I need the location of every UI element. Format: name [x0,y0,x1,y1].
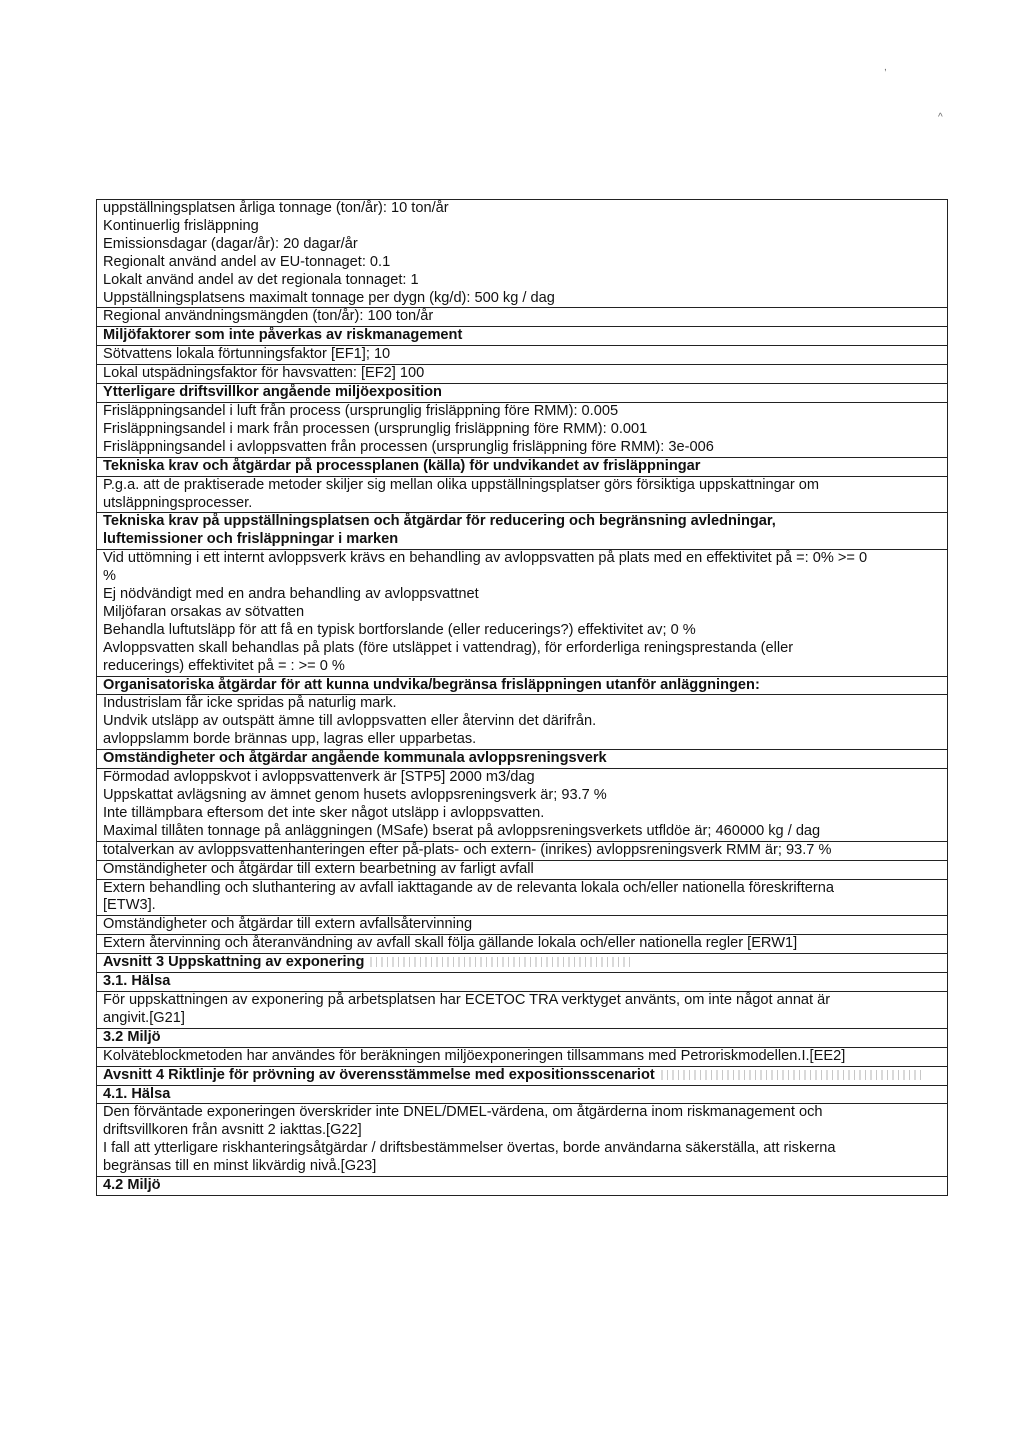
table-row [97,1104,947,1177]
row-text-line: Tekniska krav och åtgärdar på processplanen (källa) för undvikandet av frisläppningar [103,457,701,474]
table-row [97,346,947,365]
table-row [97,769,947,842]
row-text-line: Avloppsvatten skall behandlas på plats (före utsläppet i vattendrag), för erforderliga reningsprestanda (eller [103,639,794,656]
section-heading-row [97,973,947,992]
row-text-line: begränsas till en minst likvärdig nivå.[G23] [103,1158,377,1175]
table-row [97,200,947,308]
row-text-line: angivit.[G21] [103,1009,185,1026]
row-text-line: Inte tillämpbara eftersom det inte sker något utsläpp i avloppsvatten. [103,804,545,821]
row-text-line: Uppskattat avlägsning av ämnet genom husets avloppsreningsverk är; 93.7 % [103,787,607,803]
section-heading-row [97,954,947,973]
row-text-line: Frisläppningsandel i mark från processen (ursprunglig frisläppning före RMM): 0.001 [103,420,648,437]
row-text-line: Avsnitt 4 Riktlinje för prövning av överensstämmelse med expositionsscenariot [103,1066,655,1083]
row-text-line: 4.1. Hälsa [103,1085,171,1102]
table-row [97,550,947,676]
section-heading-row [97,458,947,477]
row-text-line: Den förväntade exponeringen överskrider inte DNEL/DMEL-värdena, om åtgärderna inom riskmanagement och [103,1104,823,1121]
table-row [97,403,947,458]
scan-artifact [370,957,630,967]
row-text-line: Miljöfaran orsakas av sötvatten [103,603,305,620]
row-text-line: reducerings) effektivitet på = : >= 0 % [103,657,345,674]
section-heading-row [97,750,947,769]
section-heading-row [97,513,947,550]
row-text-line: uppställningsplatsen årliga tonnage (ton/år): 10 ton/år [103,200,449,216]
row-text-line: Undvik utsläpp av outspätt ämne till avloppsvatten eller återvinn det därifrån. [103,713,597,730]
row-text-line: Ej nödvändigt med en andra behandling av avloppsvattnet [103,586,479,603]
table-row [97,935,947,954]
section-heading-row [97,384,947,403]
section-heading-row [97,1086,947,1105]
row-text-line: Extern behandling och sluthantering av avfall iakttagande av de relevanta lokala och/eller nationella föreskrifterna [103,879,834,896]
row-text-line: Omständigheter och åtgärdar till extern bearbetning av farligt avfall [103,860,534,877]
row-text-line: I fall att ytterligare riskhanteringsåtgärdar / driftsbestämmelser övertas, borde användarna säkerställa, att riskerna [103,1140,836,1157]
section-heading-row [97,327,947,346]
row-text-line: totalverkan av avloppsvattenhanteringen efter på-plats- och extern- (inrikes) avloppsreningsverk RMM är; 93.7 % [103,841,832,858]
scan-speck: ^ [938,112,943,123]
row-text-line: Omständigheter och åtgärdar till extern avfallsåtervinning [103,916,473,933]
row-text-line: Miljöfaktorer som inte påverkas av riskmanagement [103,327,463,344]
row-text-line: Ytterligare driftsvillkor angående miljöexposition [103,384,442,401]
row-text-line: Omständigheter och åtgärdar angående kommunala avloppsreningsverk [103,750,607,767]
row-text-line: Kontinuerlig frisläppning [103,217,259,234]
row-text-line: avloppslamm borde brännas upp, lagras eller upparbetas. [103,731,477,748]
row-text-line: Förmodad avloppskvot i avloppsvattenverk är [STP5] 2000 m3/dag [103,769,535,786]
section-heading-row [97,1177,947,1195]
row-text-line: Lokalt använd andel av det regionala tonnaget: 1 [103,271,419,288]
section-heading-row [97,1067,947,1086]
scan-speck: , [884,62,887,73]
row-text-line: % [103,568,116,585]
row-text-line: Uppställningsplatsens maximalt tonnage per dygn (kg/d): 500 kg / dag [103,289,555,306]
section-heading-row [97,1029,947,1048]
row-text-line: Frisläppningsandel i avloppsvatten från processen (ursprunglig frisläppning före RMM): 3e-006 [103,438,714,455]
row-text-line: Kolväteblockmetoden har användes för beräkningen miljöexponeringen tillsammans med Petroriskmodellen.I.[EE2] [103,1047,846,1064]
row-text-line: Lokal utspädningsfaktor för havsvatten: [EF2] 100 [103,365,425,382]
row-text-line: Behandla luftutsläpp för att få en typisk bortforslande (eller reducerings?) effektivitet av; 0 % [103,621,696,638]
row-text-line: Industrislam får icke spridas på naturlig mark. [103,695,397,712]
table-row [97,308,947,327]
table-row [97,880,947,917]
row-text-line: Avsnitt 3 Uppskattning av exponering [103,954,365,971]
table-row [97,365,947,384]
row-text-line: För uppskattningen av exponering på arbetsplatsen har ECETOC TRA verktyget använts, om inte något annat är [103,991,831,1008]
table-row [97,842,947,861]
section-heading-row [97,677,947,696]
row-text-line: driftsvillkoren från avsnitt 2 iakttas.[G22] [103,1122,362,1139]
table-row [97,477,947,514]
row-text-line: utsläppningsprocesser. [103,494,253,511]
row-text-line: Emissionsdagar (dagar/år): 20 dagar/år [103,235,358,252]
row-text-line: [ETW3]. [103,897,156,914]
row-text-line: Vid uttömning i ett internt avloppsverk krävs en behandling av avloppsvatten på plats med en effektivitet på =: 0% >= 0 [103,550,868,567]
row-text-line: Tekniska krav på uppställningsplatsen och åtgärdar för reducering och begränsning avledningar, [103,513,776,530]
row-text-line: 3.1. Hälsa [103,973,171,990]
table-row [97,695,947,750]
row-text-line: Maximal tillåten tonnage på anläggningen (MSafe) bserat på avloppsreningsverkets utfldöe är; 460000 kg / dag [103,822,821,839]
row-text-line: luftemissioner och frisläppningar i marken [103,531,399,548]
table-row [97,992,947,1029]
scan-artifact [661,1070,921,1080]
document-table [96,199,948,1196]
row-text-line: Extern återvinning och återanvändning av avfall skall följa gällande lokala och/eller nationella regler [ERW1] [103,935,798,952]
row-text-line: Regional användningsmängden (ton/år): 100 ton/år [103,308,434,325]
row-text-line: P.g.a. att de praktiserade metoder skiljer sig mellan olika uppställningsplatser görs försiktiga uppskattningar om [103,476,820,493]
row-text-line: Organisatoriska åtgärdar för att kunna undvika/begränsa frisläppningen utanför anläggningen: [103,676,760,693]
row-text-line: Frisläppningsandel i luft från process (ursprunglig frisläppning före RMM): 0.005 [103,402,619,419]
row-text-line: Regionalt använd andel av EU-tonnaget: 0.1 [103,253,391,270]
row-text-line: 3.2 Miljö [103,1028,161,1045]
table-row [97,1048,947,1067]
row-text-line: 4.2 Miljö [103,1177,161,1194]
table-row [97,916,947,935]
table-row [97,861,947,880]
row-text-line: Sötvattens lokala förtunningsfaktor [EF1]; 10 [103,346,391,363]
